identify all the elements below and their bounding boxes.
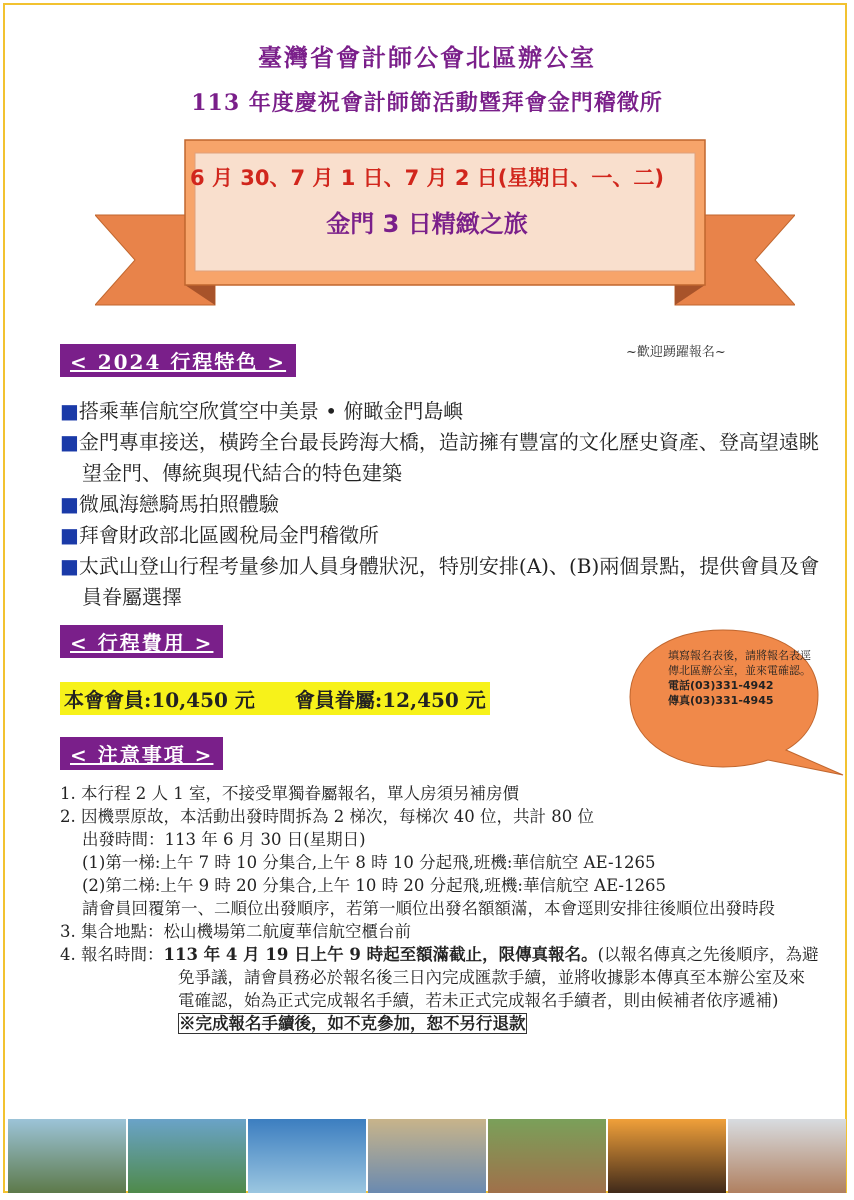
note-sub: 請會員回覆第一、二順位出發順序，若第一順位出發名額額滿，本會逕則安排往後順位出發時段 — [82, 899, 775, 918]
note-item: 4. 報名時間：113 年 4 月 19 日上午 9 時起至額滿截止，限傳真報名。(以報名傳真之先後順序，為避免爭議，請會員務必於報名後三日內完成匯款手續，並將收據影本傳真至本辦公室及來電確認，始為正式完成報名手續，若未正式完成報名手續者，則由候補者依序遞補) — [60, 945, 819, 1010]
note-sub: (2)第二梯:上午 9 時 20 分集合,上午 10 時 20 分起飛,班機:華信航空 AE-1265 — [82, 876, 667, 895]
fax: 傳真(03)331-4945 — [668, 694, 774, 707]
photo-horse — [8, 1119, 126, 1193]
photo-village — [488, 1119, 606, 1193]
feature-item: ■搭乘華信航空欣賞空中美景 • 俯瞰金門島嶼 — [60, 399, 464, 423]
photo-sunset — [608, 1119, 726, 1193]
square-bullet-icon: ■ — [60, 523, 79, 547]
feature-item: ■太武山登山行程考量參加人員身體狀況，特別安排(A)、(B)兩個景點，提供會員及會員眷屬選擇 — [60, 554, 820, 609]
note-item: 3. 集合地點：松山機場第二航廈華信航空櫃台前 — [60, 922, 411, 941]
trip-name: 金門 3 日精緻之旅 — [326, 210, 528, 238]
photo-bridge — [248, 1119, 366, 1193]
bubble-text — [668, 648, 818, 708]
fee-line: 本會會員:10,450 元 會員眷屬:12,450 元 — [60, 682, 490, 715]
welcome-note: ~歡迎踴躍報名~ — [626, 345, 726, 360]
fee-heading: < 行程費用 > — [60, 625, 223, 658]
square-bullet-icon: ■ — [60, 399, 79, 423]
photo-strip — [8, 1119, 846, 1193]
notes-heading: < 注意事項 > — [60, 737, 223, 770]
note-item: 2. 因機票原故，本活動出發時間拆為 2 梯次，每梯次 40 位，共計 80 位 — [60, 807, 594, 826]
photo-mural — [368, 1119, 486, 1193]
note-sub: 出發時間：113 年 6 月 30 日(星期日) — [82, 830, 366, 849]
note-final: ※完成報名手續後，如不克參加，恕不另行退款 — [179, 1014, 526, 1033]
org-title: 臺灣省會計師公會北區辦公室 — [258, 43, 596, 72]
feature-item: ■微風海戀騎馬拍照體驗 — [60, 492, 279, 516]
square-bullet-icon: ■ — [60, 554, 79, 578]
photo-aerial — [128, 1119, 246, 1193]
square-bullet-icon: ■ — [60, 492, 79, 516]
square-bullet-icon: ■ — [60, 430, 79, 454]
phone: 電話(03)331-4942 — [668, 679, 774, 692]
bubble-instructions: 填寫報名表後，請將報名表逕傳北區辦公室，並來電確認。 — [668, 649, 811, 677]
event-title: 113 年度慶祝會計師節活動暨拜會金門稽徵所 — [191, 90, 663, 116]
notes-list — [60, 782, 820, 1035]
feature-item: ■金門專車接送，橫跨全台最長跨海大橋，造訪擁有豐富的文化歷史資產、登高望遠眺望金門、傳統與現代結合的特色建築 — [60, 430, 819, 485]
photo-building — [728, 1119, 846, 1193]
feature-item: ■拜會財政部北區國稅局金門稽徵所 — [60, 523, 379, 547]
features-list — [60, 396, 820, 613]
trip-dates: 6 月 30、7 月 1 日、7 月 2 日(星期日、一、二) — [190, 166, 664, 190]
note-item: 1. 本行程 2 人 1 室，不接受單獨眷屬報名，單人房須另補房價 — [60, 784, 519, 803]
features-heading: < 2024 行程特色 > — [60, 344, 296, 377]
note-sub: (1)第一梯:上午 7 時 10 分集合,上午 8 時 10 分起飛,班機:華信航空 AE-1265 — [82, 853, 656, 872]
